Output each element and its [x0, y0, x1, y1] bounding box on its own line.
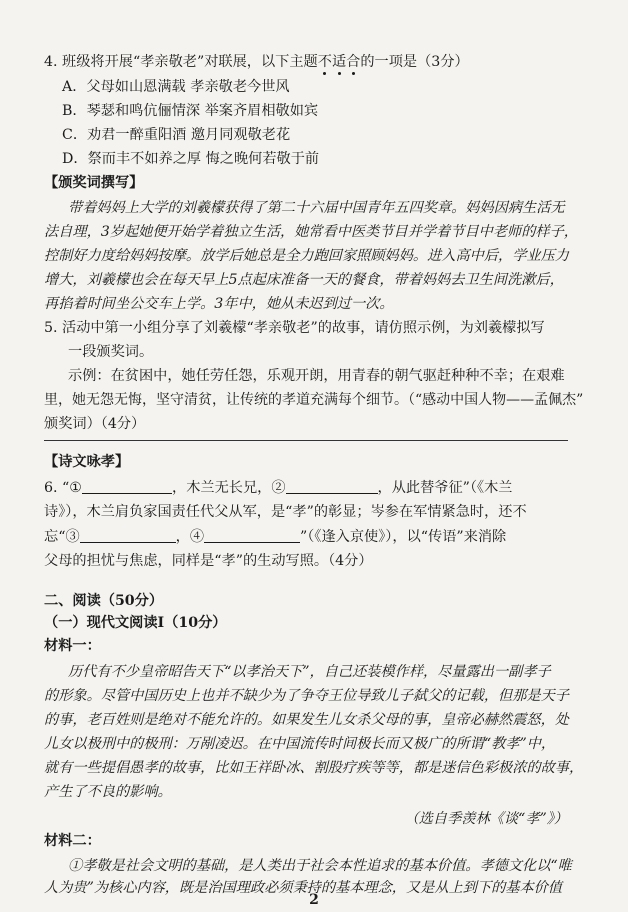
- material-2-label: 材料二：: [44, 833, 101, 849]
- emphasis-char: 不: [317, 54, 332, 70]
- answer-blank-2[interactable]: [286, 479, 378, 494]
- award-paragraph-line: 再掐着时间坐公交车上学。3年中，她从未迟到过一次。: [44, 296, 394, 312]
- material-1-line: 的事，老百姓则是绝对不能允许的。如果发生儿女杀父母的事，皇帝必赫然震怒，处: [44, 712, 569, 728]
- material-1-line: 历代有不少皇帝昭告天下“以孝治天下”，自己还装模作样，尽量露出一副孝子: [68, 664, 551, 680]
- section-divider: [44, 440, 568, 441]
- emphasis-char: 适: [331, 54, 347, 70]
- q5-line: 5. 活动中第一小组分享了刘羲檬“孝亲敬老”的故事，请仿照示例，为刘羲檬拟写: [44, 320, 545, 336]
- q4-option-a: A．父母如山恩满载 孝亲敬老今世风: [62, 79, 290, 95]
- q6-line-1: 6. “① ，木兰无长兄，② ，从此替爷征”（《木兰: [44, 480, 513, 496]
- page-number: 2: [309, 892, 319, 908]
- q4-option-b: B．琴瑟和鸣伉俪情深 举案齐眉相敬如宾: [62, 103, 319, 119]
- q4-option-c: C．劝君一醉重阳酒 邀月同观敬老花: [62, 127, 291, 143]
- award-paragraph-line: 增大，刘羲檬也会在每天早上5点起床准备一天的餐食，带着妈妈去卫生间洗漱后，: [44, 272, 564, 288]
- answer-blank-4[interactable]: [204, 528, 300, 543]
- q5-example-line: 里，她无怨无悔，坚守清贫，让传统的孝道充满每个细节。（“感动中国人物——孟佩杰”: [44, 392, 584, 408]
- q4-stem: 4. 班级将开展“孝亲敬老”对联展，以下主题不适合的一项是（3分）: [44, 54, 469, 70]
- q4-option-d: D．祭而丰不如养之厚 悔之晚何若敬于前: [62, 151, 320, 167]
- emphasis-char: 合: [346, 54, 361, 70]
- material-1-label: 材料一：: [44, 638, 101, 654]
- material-2-line: 人为贵”为核心内容，既是治国理政必须秉持的基本理念，又是从上到下的基本价值: [44, 880, 563, 896]
- q5-example-line: 颁奖词）（4分）: [44, 416, 146, 432]
- award-paragraph-line: 法自理，3岁起她便开始学着独立生活，她常看中医类节目并学着节目中老师的样子，: [44, 224, 578, 240]
- q6-line-4: 父母的担忧与焦虑，同样是“孝”的生动写照。（4分）: [44, 553, 373, 569]
- material-1-line: 就有一些提倡愚孝的故事，比如王祥卧冰、割股疗疾等等，都是迷信色彩极浓的故事，: [44, 760, 584, 776]
- q5-example-line: 示例：在贫困中，她任劳任怨，乐观开朗，用青春的朝气驱赶种种不幸；在艰难: [68, 368, 565, 384]
- award-paragraph-line: 控制好力度给妈妈按摩。放学后她总是全力跑回家照顾妈妈。进入高中后，学业压力: [44, 248, 569, 264]
- q5-line: 一段颁奖词。: [68, 344, 154, 360]
- reading-subsection-title: （一）现代文阅读Ⅰ（10分）: [44, 615, 227, 631]
- award-heading: 【颁奖词撰写】: [44, 175, 144, 191]
- award-paragraph-line: 带着妈妈上大学的刘羲檬获得了第二十六届中国青年五四奖章。妈妈因病生活无: [68, 200, 565, 216]
- material-1-source: （选自季羡林《谈“孝”》）: [404, 811, 568, 827]
- material-2-line: ①孝敬是社会文明的基础，是人类出于社会本性追求的基本价值。孝德文化以“唯: [68, 858, 572, 874]
- reading-section-title: 二、阅读（50分）: [44, 593, 164, 609]
- answer-blank-3[interactable]: [80, 528, 176, 543]
- material-1-line: 儿女以极刑中的极刑：万剐凌迟。在中国流传时间极长而又极广的所谓“教孝”中，: [44, 736, 556, 752]
- answer-blank-1[interactable]: [82, 479, 172, 494]
- poem-heading: 【诗文咏孝】: [44, 454, 130, 470]
- material-1-line: 产生了不良的影响。: [44, 784, 172, 800]
- q6-line-2: 诗》），木兰肩负家国责任代父从军，是“孝”的彰显；岑参在军情紧急时，还不: [44, 504, 527, 520]
- q6-line-3: 忘“③ ，④ ”（《逢入京使》），以“传语”来消除: [44, 529, 507, 545]
- material-1-line: 的形象。尽管中国历史上也并不缺少为了争夺王位导致儿子弑父的记载，但那是天子: [44, 688, 569, 704]
